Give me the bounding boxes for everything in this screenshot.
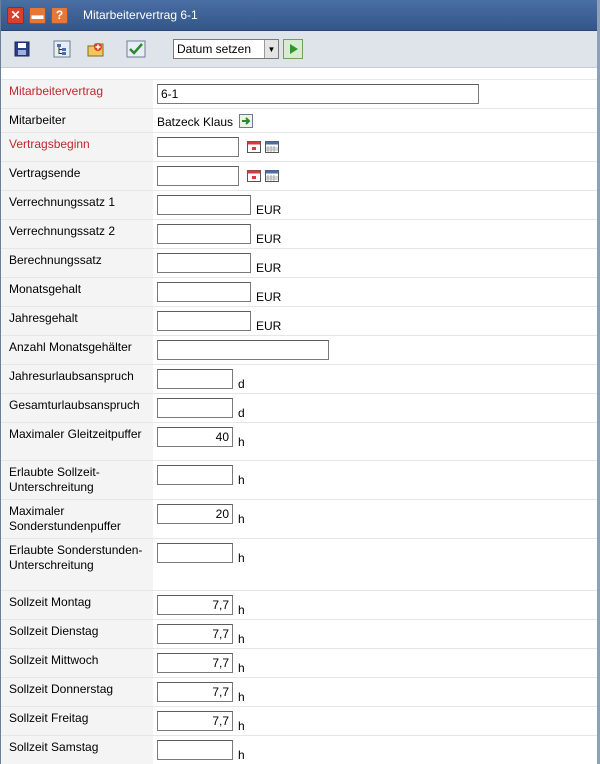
unit-label: h: [238, 690, 245, 704]
unit-label: h: [238, 661, 245, 675]
minimize-icon[interactable]: ▬: [29, 7, 46, 24]
contract-form: [1, 80, 597, 764]
annual-vacation-input[interactable]: [157, 369, 233, 389]
date-select[interactable]: [173, 39, 279, 59]
unit-label: EUR: [256, 203, 282, 217]
unit-label: h: [238, 632, 245, 646]
form-row-special-shortfall: [1, 539, 597, 591]
form-row-monthly-salary: [1, 278, 597, 307]
field-label: Jahresgehalt: [1, 307, 153, 335]
flex-buffer-input[interactable]: [157, 427, 233, 447]
unit-label: EUR: [256, 261, 282, 275]
field-label: Verrechnungssatz 1: [1, 191, 153, 219]
start-date-input[interactable]: [157, 137, 239, 157]
toolbar-spacer: [1, 68, 597, 80]
field-label: Sollzeit Samstag: [1, 736, 153, 764]
form-row-friday: [1, 707, 597, 736]
field-label: Sollzeit Freitag: [1, 707, 153, 735]
form-row-annual-salary: [1, 307, 597, 336]
form-row-calc-rate: [1, 249, 597, 278]
unit-label: h: [238, 435, 245, 449]
form-row-end: [1, 162, 597, 191]
chevron-down-icon[interactable]: ▼: [264, 40, 278, 58]
field-label: Vertragsbeginn: [1, 133, 153, 161]
special-buffer-input[interactable]: [157, 504, 233, 524]
field-label: Mitarbeitervertrag: [1, 80, 153, 108]
wednesday-hours-input[interactable]: [157, 653, 233, 673]
toolbar: [1, 31, 597, 68]
end-date-input[interactable]: [157, 166, 239, 186]
calc-rate-input[interactable]: [157, 253, 251, 273]
field-label: Erlaubte Sollzeit-Unterschreitung: [1, 461, 153, 499]
play-icon[interactable]: [283, 39, 303, 59]
field-label: Vertragsende: [1, 162, 153, 190]
total-vacation-input[interactable]: [157, 398, 233, 418]
calendar-icon[interactable]: [265, 169, 279, 183]
form-row-allowed-shortfall: [1, 461, 597, 500]
close-icon[interactable]: ✕: [7, 7, 24, 24]
form-row-thursday: [1, 678, 597, 707]
field-label: Erlaubte Sonderstunden-Unterschreitung: [1, 539, 153, 590]
annual-salary-input[interactable]: [157, 311, 251, 331]
monthly-salary-input[interactable]: [157, 282, 251, 302]
today-icon[interactable]: [247, 140, 261, 154]
form-row-saturday: [1, 736, 597, 764]
field-label: Gesamturlaubsanspruch: [1, 394, 153, 422]
field-label: Sollzeit Donnerstag: [1, 678, 153, 706]
unit-label: d: [238, 377, 245, 391]
unit-label: h: [238, 603, 245, 617]
field-label: Sollzeit Mittwoch: [1, 649, 153, 677]
title-bar: [1, 0, 597, 31]
friday-hours-input[interactable]: [157, 711, 233, 731]
date-select-value: Datum setzen: [177, 42, 252, 56]
field-label: Berechnungssatz: [1, 249, 153, 277]
field-label: Jahresurlaubsanspruch: [1, 365, 153, 393]
field-label: Maximaler Sonderstundenpuffer: [1, 500, 153, 538]
field-label: Sollzeit Montag: [1, 591, 153, 619]
save-icon[interactable]: [11, 38, 33, 60]
special-shortfall-input[interactable]: [157, 543, 233, 563]
calendar-icon[interactable]: [265, 140, 279, 154]
unit-label: h: [238, 719, 245, 733]
employee-name: Batzeck Klaus: [157, 114, 234, 129]
unit-label: h: [238, 551, 245, 565]
monday-hours-input[interactable]: [157, 595, 233, 615]
form-row-salary-count: [1, 336, 597, 365]
contract-number-input[interactable]: [157, 84, 479, 104]
field-label: Mitarbeiter: [1, 109, 153, 132]
form-row-special-buffer: [1, 500, 597, 539]
field-label: Anzahl Monatsgehälter: [1, 336, 153, 364]
tuesday-hours-input[interactable]: [157, 624, 233, 644]
today-icon[interactable]: [247, 169, 261, 183]
unit-label: EUR: [256, 290, 282, 304]
rate-2-input[interactable]: [157, 224, 251, 244]
rate-1-input[interactable]: [157, 195, 251, 215]
new-document-icon[interactable]: [85, 38, 107, 60]
field-label: Monatsgehalt: [1, 278, 153, 306]
allowed-shortfall-input[interactable]: [157, 465, 233, 485]
form-row-employee: [1, 109, 597, 133]
form-row-rate-1: [1, 191, 597, 220]
window-title: Mitarbeitervertrag 6-1: [83, 8, 198, 22]
field-label: Verrechnungssatz 2: [1, 220, 153, 248]
form-row-monday: [1, 591, 597, 620]
form-row-wednesday: [1, 649, 597, 678]
unit-label: h: [238, 473, 245, 487]
open-employee-icon[interactable]: [239, 114, 253, 128]
unit-label: EUR: [256, 232, 282, 246]
checkmark-icon[interactable]: [125, 38, 147, 60]
form-row-annual-vacation: [1, 365, 597, 394]
salary-count-input[interactable]: [157, 340, 329, 360]
saturday-hours-input[interactable]: [157, 740, 233, 760]
field-label: Maximaler Gleitzeitpuffer: [1, 423, 153, 460]
unit-label: h: [238, 748, 245, 762]
help-icon[interactable]: ?: [51, 7, 68, 24]
form-row-tuesday: [1, 620, 597, 649]
unit-label: d: [238, 406, 245, 420]
form-row-contract: [1, 80, 597, 109]
tree-icon[interactable]: [51, 38, 73, 60]
form-row-total-vacation: [1, 394, 597, 423]
field-label: Sollzeit Dienstag: [1, 620, 153, 648]
form-row-rate-2: [1, 220, 597, 249]
unit-label: h: [238, 512, 245, 526]
thursday-hours-input[interactable]: [157, 682, 233, 702]
unit-label: EUR: [256, 319, 282, 333]
form-row-flex-buffer: [1, 423, 597, 461]
form-row-start: [1, 133, 597, 162]
